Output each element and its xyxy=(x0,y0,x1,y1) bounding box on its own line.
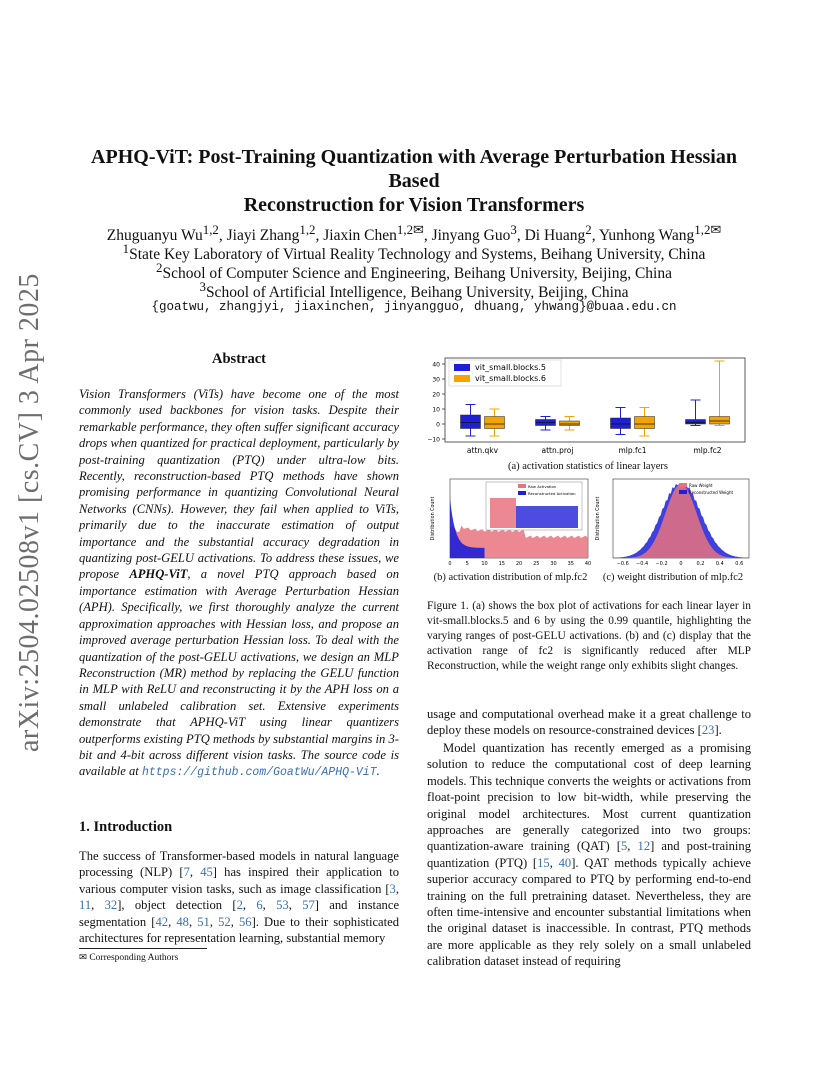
affiliation-2: $^2$School of Computer Science and Engineering, Beihang University, Beijing, China xyxy=(156,260,672,283)
intro-heading-text: 1. Introduction xyxy=(79,819,173,835)
caption-b: (b) activation distribution of mlp.fc2 xyxy=(433,572,588,583)
right-paragraph-1: usage and computational overhead make it a great challenge to deploy these models on resource-constrained devices [23]. xyxy=(427,707,751,738)
box-iqr xyxy=(461,415,481,429)
legend-swatch xyxy=(454,375,470,382)
inset-reconstructed xyxy=(516,506,578,528)
x-tick-label: 40 xyxy=(584,561,592,567)
x-tick-label: 10 xyxy=(481,561,488,567)
y-tick-label: 20 xyxy=(432,391,440,399)
y-tick-label: 10 xyxy=(432,406,440,414)
footnote-rule xyxy=(79,948,207,949)
abstract-body xyxy=(79,386,399,782)
source-code-link[interactable]: https://github.com/GoatWu/APHQ-ViT xyxy=(141,766,377,780)
box-iqr xyxy=(635,417,655,429)
figure-1a xyxy=(423,352,753,460)
right-paragraph-2: Model quantization has recently emerged as a promising solution to reduce the computational cost of deep learning models. This technique converts the weights or activations from float-point precision to low bit-width, while preserving the original model architectures. Most current quantization approaches are generally categorized into two groups: quantization-aware training (QAT) [5, 12] and post-training quantization (PTQ) [15, 40]. QAT methods typically achieve superior accuracy compared to PTQ by performing end-to-end training on the full pretraining dataset. Nevertheless, they are often time-intensive and encounter substantial limitations when the original dataset is inaccessible. In contrast, PTQ methods are more applicable as they rely solely on a small unlabeled calibration dataset instead of requiring xyxy=(427,741,752,969)
abstract-text-1: Vision Transformers (ViTs) have become one of the most commonly used backbones for vision tasks. Despite their remarkable performance, they often suffer significant accuracy drops when quantized for practical deployment, particularly by post-training quantization (PTQ) under ultra-low bits. Recently, reconstruction-based PTQ methods have shown promising performance in quantizing Convolutional Neural Networks (CNNs). However, they fail when applied to ViTs, primarily due to the inaccurate estimation of output importance and the substantial accuracy degradation in quantizing post-GELU activations. To address these issues, we propose xyxy=(79,387,399,582)
x-tick-label: 0.6 xyxy=(735,561,744,567)
legend-label: vit_small.blocks.5 xyxy=(475,363,546,372)
figure-1-caption: Figure 1. (a) shows the box plot of activations for each linear layer in vit-small.blocks.5 and 6 by using the 0.99 quantile, highlighting the varying ranges of post-GELU activations. (b) and (c) display that the activation range of fc2 is significantly reduced after MLP Reconstruction, while the weight range only exhibits slight changes. xyxy=(427,600,751,672)
abstract-end: . xyxy=(376,764,380,779)
chart-legend xyxy=(449,360,561,386)
x-tick-label: 0.2 xyxy=(696,561,705,567)
affiliation-1: $^1$State Key Laboratory of Virtual Reality Technology and Systems, Beihang University, China xyxy=(122,241,706,264)
caption-a: (a) activation statistics of linear layers xyxy=(507,461,669,472)
weight-histogram xyxy=(593,476,753,570)
legend-label: vit_small.blocks.6 xyxy=(475,374,546,383)
x-tick-label: 30 xyxy=(550,561,557,567)
x-tick-label: 20 xyxy=(515,561,523,567)
y-tick-label: 40 xyxy=(432,361,440,369)
legend-label: Reconstructed Activation xyxy=(528,491,576,496)
legend-swatch xyxy=(454,364,470,371)
boxplot-chart xyxy=(423,352,753,460)
activation-histogram xyxy=(428,476,593,570)
inset-raw xyxy=(490,498,516,528)
zoom-inset xyxy=(486,482,582,530)
figure-1c xyxy=(593,476,753,570)
caption-c: (c) weight distribution of mlp.fc2 xyxy=(602,572,744,583)
title-line-1: APHQ-ViT: Post-Training Quantization with Average Perturbation Hessian Based xyxy=(91,146,737,192)
x-tick-label: mlp.fc1 xyxy=(618,446,647,455)
x-tick-label: −0.6 xyxy=(616,561,629,567)
legend-swatch xyxy=(679,483,687,487)
paper-title xyxy=(70,145,758,217)
arxiv-side-stamp xyxy=(14,273,54,752)
title-line-2: Reconstruction for Vision Transformers xyxy=(243,194,585,216)
author-emails: {goatwu, zhangjyi, jiaxinchen, jinyangguo, dhuang, yhwang}@buaa.edu.cn xyxy=(151,300,677,314)
legend-swatch xyxy=(518,491,526,495)
x-tick-label: 5 xyxy=(465,561,469,567)
x-tick-label: −0.2 xyxy=(655,561,668,567)
intro-heading xyxy=(79,819,399,836)
x-tick-label: −0.4 xyxy=(636,561,649,567)
y-tick-label: 30 xyxy=(432,376,440,384)
intro-paragraph: The success of Transformer-based models in natural language processing (NLP) [7, 45] has inspired their application to various computer vision tasks, such as image classification [3, 11, 32], object detection [2, 6, 53, 57] and instance segmentation [42, 48, 51, 52, 56]. Due to their sophisticated architectures for representation learning, substantial memory xyxy=(79,849,400,946)
y-axis-label: Distribution Count xyxy=(431,496,436,541)
legend-swatch xyxy=(679,490,687,494)
box-iqr xyxy=(686,420,706,425)
x-tick-label: 0 xyxy=(448,561,452,567)
y-tick-label: 0 xyxy=(436,421,440,429)
box-iqr xyxy=(560,421,580,426)
x-tick-label: 15 xyxy=(498,561,505,567)
abstract-text-2: , a novel PTQ approach based on importance estimation with Average Perturbation Hessian (APH). Specifically, we first thoroughly analyze the current approximation approaches with Hessian loss, and propose an improved average perturbation Hessian loss. To deal with the quantization of the post-GELU activations, we design an MLP Reconstruction (MR) method by replacing the GELU function in MLP with ReLU and reconstructing it by the APH loss on a small unlabeled calibration set. Extensive experiments demonstrate that APHQ-ViT using linear quantizers outperforms existing PTQ methods by substantial margins in 3-bit and 4-bit across different vision tasks. The source code is available at xyxy=(79,567,399,779)
x-tick-label: attn.qkv xyxy=(466,446,499,455)
author-list: Zhuguanyu Wu$^{1,2}$, Jiayi Zhang$^{1,2}$, Jiaxin Chen$^{1,2✉}$, Jinyang Guo$^3$, Di Huang$^2$, Yunhong Wang$^{1,2✉}$ xyxy=(106,222,722,245)
figure-1b xyxy=(428,476,593,570)
box-iqr xyxy=(611,418,631,429)
x-tick-label: mlp.fc2 xyxy=(693,446,722,455)
abstract-method-name: APHQ-ViT xyxy=(129,567,188,582)
box-iqr xyxy=(710,417,730,425)
footnote: ✉ Corresponding Authors xyxy=(79,953,179,963)
x-tick-label: attn.proj xyxy=(541,446,574,455)
x-tick-label: 0.4 xyxy=(715,561,724,567)
abstract-heading xyxy=(79,351,399,368)
y-axis-label: Distribution Count xyxy=(596,496,601,541)
legend-label: Raw Weight xyxy=(689,483,713,488)
raw-weight-area xyxy=(613,484,749,558)
legend-label: Raw Activation xyxy=(528,484,557,489)
y-tick-label: −10 xyxy=(427,436,440,444)
affiliation-3: $^3$School of Artificial Intelligence, Beihang University, Beijing, China xyxy=(199,279,629,302)
abstract-heading-text: Abstract xyxy=(212,351,266,367)
x-tick-label: 35 xyxy=(567,561,574,567)
arxiv-stamp-text: arXiv:2504.02508v1 [cs.CV] 3 Apr 2025 xyxy=(14,273,45,752)
legend-label: Reconstructed Weight xyxy=(689,490,734,495)
x-tick-label: 0 xyxy=(679,561,683,567)
x-tick-label: 25 xyxy=(533,561,540,567)
legend-swatch xyxy=(518,484,526,488)
box-iqr xyxy=(485,417,505,429)
